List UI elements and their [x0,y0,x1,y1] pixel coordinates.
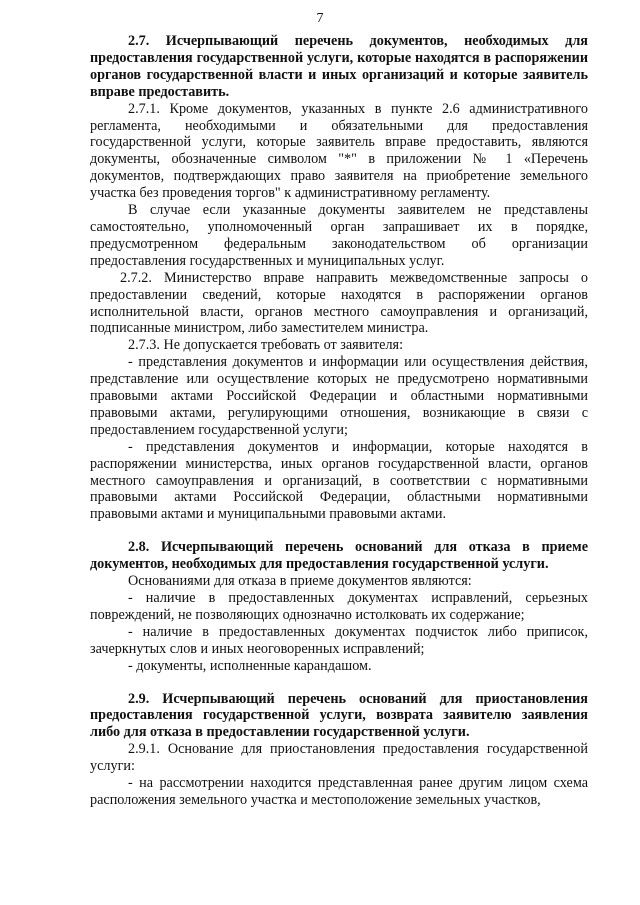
section-spacer [90,523,588,539]
list-item-2-8-c: - документы, исполненные карандашом. [128,657,372,674]
list-item-2-7-3-b: - представления документов и информации, которые находятся в распоряжении министерства, иных органов государственной власти, органов местного самоуправления и организаций, в соответствии с нормативными правовыми актами Российской Федерации, областными нормативными правовыми актами и муниципальными правовыми актами. [90,438,588,523]
section-spacer [90,675,588,691]
section-2-7-heading: 2.7. Исчерпывающий перечень документов, необходимых для предоставления государственной услуги, которые находятся в распоряжении органов государственной власти и иных организаций и которые заявитель вправе предоставить. [90,33,588,100]
paragraph-2-9-1: 2.9.1. Основание для приостановления предоставления государственной услуги: [90,741,588,775]
paragraph-2-7-3: 2.7.3. Не допускается требовать от заявителя: [128,337,404,354]
list-item-2-8-b: - наличие в предоставленных документах подчисток либо приписок, зачеркнутых слов и иных неоговоренных исправлений; [90,623,588,657]
list-item-2-8-a: - наличие в предоставленных документах исправлений, серьезных повреждений, не позволяющих однозначно истолковать их содержание; [90,590,588,623]
section-2-8-heading: 2.8. Исчерпывающий перечень оснований для отказа в приеме документов, необходимых для предоставления государственной услуги. [90,539,588,573]
paragraph-2-7-1-continued: В случае если указанные документы заявителем не представлены самостоятельно, уполномоченный орган запрашивает их в порядке, предусмотренном федеральным законодательством об организации предоставления государственных и муниципальных услуг. [90,202,588,269]
paragraph-2-7-2: 2.7.2. Министерство вправе направить межведомственные запросы о предоставлении сведений, которые находятся в распоряжении органов исполнительной власти, органов местного самоуправления и организаций, подписанные министром, либо заместителем министра. [90,269,588,337]
list-item-2-7-3-a: - представления документов и информации или осуществления действия, представление или осуществление которых не предусмотрено нормативными правовыми актами Российской Федерации и областными нормативными правовыми актами, регулирующими отношения, возникающие в связи с предоставлением государственной услуги; [90,354,588,438]
paragraph-2-8-intro: Основаниями для отказа в приеме документов являются: [128,573,472,590]
section-2-9-heading: 2.9. Исчерпывающий перечень оснований для приостановления предоставления государственной услуги, возврата заявителю заявления либо для отказа в предоставлении государственной услуги. [90,690,588,741]
list-item-2-9-1-a: - на рассмотрении находится представленная ранее другим лицом схема расположения земельного участка и местоположение земельных участков, [90,775,588,808]
paragraph-2-7-1: 2.7.1. Кроме документов, указанных в пункте 2.6 административного регламента, необходимыми и обязательными для предоставления государственной услуги, которые заявитель вправе предоставить, являются документы, обозначенные символом "*" в приложении № 1 «Перечень документов, подтверждающих право заявителя на приобретение земельного участка без проведения торгов" к административному регламенту. [90,100,588,202]
document-body [90,33,588,809]
page-number: 7 [316,11,324,26]
